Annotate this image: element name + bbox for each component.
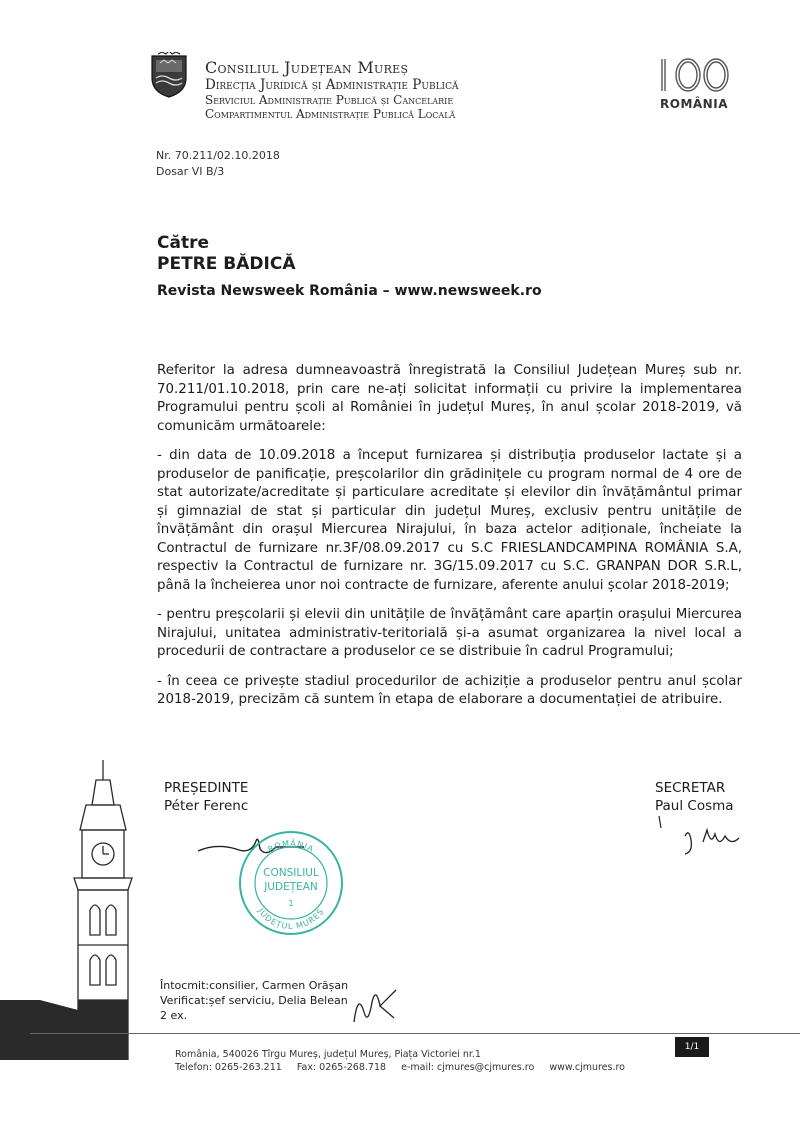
recipient-block (157, 233, 542, 301)
clock-tower-illustration (0, 760, 165, 1060)
stamp-bottom-text: JUDEȚUL MUREȘ (256, 906, 326, 932)
body-paragraph: Referitor la adresa dumneavoastră înregistrată la Consiliul Județean Mureș sub nr. 70.211/01.10.2018, prin care ne-ați solicitat informații cu privire la implementarea Programului pentru școli al României în județul Mureș, în anul școlar 2018-2019, vă comunicăm următoarele: (157, 363, 742, 434)
letterhead-council: Consiliul Județean Mureș (205, 58, 409, 77)
recipient-publication: Revista Newsweek România – www.newsweek.ro (157, 283, 542, 299)
file-number: Dosar VI B/3 (156, 165, 225, 178)
body-paragraph: - din data de 10.09.2018 a început furnizarea și distribuția produselor lactate și a produselor de panificație, preșcolarilor din grădinițele cu program normal de 4 ore de stat autorizate/acreditate și particulare acreditate și elevilor din învățământul primar și gimnazial de stat și particular din județul Mureș, exclusiv pentru unitățile de învățământ din orașul Miercurea Nirajului, în baza actelor adiționale, încheiate la Contractul de furnizare nr.3F/08.09.2017 cu S.C FRIESLANDCAMPINA ROMÂNIA S.A, respectiv la Contractul de furnizare nr. 3G/15.09.2017 cu S.C. GRANPAN DOR S.R.L, până la încheierea unor noi contracte de furnizare, aferente anului școlar 2018-2019; (157, 448, 742, 593)
recipient-name: PETRE BĂDICĂ (157, 254, 296, 274)
footer-contact-line: Telefon: 0265-263.211 Fax: 0265-268.718 e-mail: cjmures@cjmures.ro www.cjmures.ro (175, 1061, 625, 1073)
page-indicator: 1/1 (675, 1037, 709, 1057)
footer-address: România, 540026 Tîrgu Mureș, județul Mureș, Piața Victoriei nr.1 (175, 1049, 481, 1060)
president-name: Péter Ferenc (164, 798, 249, 814)
body-paragraph: - în ceea ce privește stadiul procedurilor de achiziție a produselor pentru anul școlar 2018-2019, precizăm că suntem în etapa de elaborare a documentației de atribuire. (157, 673, 742, 707)
secretary-signature-icon (655, 812, 755, 862)
footer-divider (30, 1033, 800, 1034)
letter-body (157, 362, 742, 721)
body-paragraph: - pentru preșcolarii și elevii din unitățile de învățământ care aparțin orașului Miercurea Nirajului, unitatea administrativ-teritorială și-a asumat organizarea la nivel local a procedurii de contractare a produselor ce se distribuie în cadrul Programului; (157, 607, 742, 659)
stamp-line2: JUDEȚEAN (264, 881, 318, 893)
county-crest-icon (150, 52, 188, 98)
stamp-top-text: ROMÂNIA (266, 838, 316, 855)
recipient-to: Către (157, 233, 209, 253)
president-signature-block (164, 779, 248, 815)
footer-contact (175, 1049, 625, 1074)
letterhead-directorate: Direcția Juridică și Administrație Publică (205, 77, 459, 93)
letterhead (205, 58, 459, 121)
centenary-100-icon (652, 55, 736, 95)
secretary-signature-block (655, 779, 734, 815)
initials-signature-icon (350, 982, 400, 1028)
copies-count: 2 ex. (160, 1009, 188, 1022)
president-title: PREȘEDINTE (164, 780, 249, 796)
romania-centenary-logo (646, 55, 742, 117)
letterhead-service: Serviciul Administrație Publică și Cancelarie (205, 93, 454, 107)
official-stamp (236, 828, 346, 938)
registration-number: Nr. 70.211/02.10.2018 (156, 149, 280, 162)
document-reference (156, 148, 280, 180)
secretary-title: SECRETAR (655, 780, 726, 796)
stamp-number: 1 (288, 899, 294, 908)
drafted-by: Întocmit:consilier, Carmen Orășan (160, 979, 349, 992)
letterhead-department: Compartimentul Administrație Publică Locală (205, 107, 456, 121)
verified-by: Verificat:șef serviciu, Delia Belean (160, 994, 348, 1007)
drafted-by-block (160, 978, 348, 1023)
svg-text:ROMÂNIA (266, 837, 315, 854)
logo-country-label: ROMÂNIA (660, 97, 728, 111)
stamp-line1: CONSILIUL (263, 867, 319, 879)
secretary-name: Paul Cosma (655, 798, 734, 814)
